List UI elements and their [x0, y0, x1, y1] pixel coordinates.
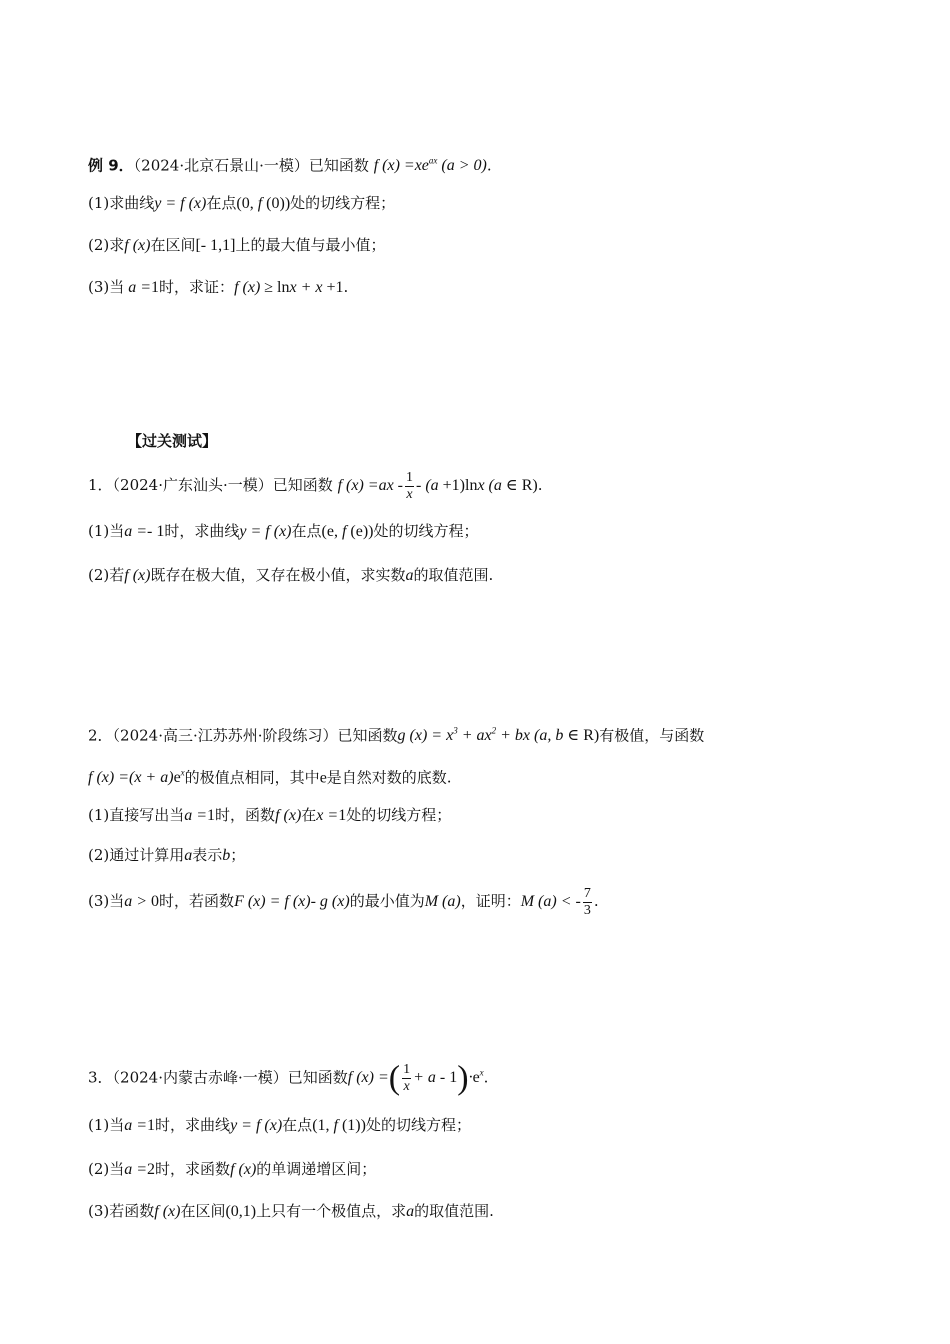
formula: f (x)	[275, 807, 302, 824]
formula: a =1	[184, 807, 216, 824]
text: .	[593, 892, 599, 911]
formula: f $(x) =(x + a)e^x$	[88, 768, 185, 787]
formula: F (x) = f (x)- g (x)	[234, 893, 350, 911]
text: 上只有一个极值点，求	[256, 1202, 407, 1220]
text: 时，函数	[215, 806, 276, 824]
text: 处的切线方程；	[346, 806, 452, 824]
formula: (1, f (1))	[312, 1117, 366, 1134]
text: (3)若函数	[88, 1202, 155, 1220]
problem-source: （2024·广东汕头·一模）	[112, 476, 273, 495]
text: 时，若函数	[159, 892, 235, 911]
text: (2)求	[88, 236, 125, 254]
text: (1)直接写出当	[88, 806, 185, 824]
formula: f (x)	[230, 1161, 257, 1178]
text: (2)当	[88, 1160, 125, 1178]
text: 已知函数	[308, 156, 369, 175]
example9-q3	[88, 276, 348, 299]
text: 上的最大值与最小值；	[235, 236, 386, 254]
text: (3)当	[88, 892, 125, 911]
formula: f (x) =ax - $\frac{1}{x}$ - (a +1)lnx (a ∈ R)	[337, 470, 538, 502]
text: 是自然对数的底数.	[326, 768, 452, 787]
example9-q2	[88, 234, 385, 257]
text: (3)当	[88, 278, 125, 296]
example9-statement: 例 9．（2024·北京石景山·一模）已知函数 f $(x) =xe^{ax}$ (a > 0).	[88, 156, 492, 175]
text: 已知函数	[272, 476, 333, 495]
problem3-statement: 3．（2024·内蒙古赤峰·一模）已知函数f (x) =( $\frac{1}{x}$ + $a - 1)\cdot e^x$.	[88, 1059, 489, 1097]
problem2-statement-cont	[88, 762, 452, 789]
text: (1)当	[88, 1116, 125, 1134]
text: 的取值范围.	[414, 1202, 494, 1220]
problem1-q2	[88, 564, 493, 587]
formula: (0,1)	[225, 1203, 257, 1220]
problem1-statement: 1．（2024·广东汕头·一模）已知函数 f (x) =ax - $\frac{1}{x}$ - (a +1)lnx (a ∈ R).	[88, 470, 543, 502]
formula: e	[319, 769, 327, 787]
text: 在区间	[180, 1202, 226, 1220]
problem-label: 3．	[88, 1068, 113, 1087]
problem3-q3	[88, 1200, 494, 1223]
formula: g $(x) = x^3 + ax^2$ + bx (a, b ∈ R)	[397, 726, 600, 745]
example9-q1	[88, 192, 395, 215]
text: 的单调递增区间；	[256, 1160, 377, 1178]
text: 有极值，与函数	[599, 726, 705, 745]
formula: f (x) =( $\frac{1}{x}$ + $a - 1)\cdot e^x$	[347, 1059, 484, 1097]
text: 已知函数	[337, 726, 398, 745]
text: 处的切线方程；	[365, 1116, 471, 1134]
text: 时，求曲线	[164, 522, 240, 540]
problem2-q2	[88, 844, 245, 867]
text: 处的切线方程；	[373, 522, 479, 540]
text: 时，求函数	[155, 1160, 231, 1178]
formula: f (x)	[124, 237, 151, 254]
formula: a > 0	[124, 893, 160, 911]
problem-label: 2．	[88, 726, 113, 745]
text: .	[343, 278, 349, 296]
formula: [- 1,1]	[195, 237, 236, 254]
formula: M (a)	[424, 893, 461, 911]
text: 在点	[291, 522, 322, 540]
text: 时，求曲线	[155, 1116, 231, 1134]
problem-label: 1．	[88, 476, 113, 495]
formula: f (x)	[154, 1203, 181, 1220]
text: ；	[230, 846, 246, 864]
formula: b	[222, 847, 231, 864]
text: 时，求证：	[159, 278, 235, 296]
text: (2)通过计算用	[88, 846, 185, 864]
text: 的极值点相同，其中	[184, 768, 320, 787]
problem2-statement	[88, 720, 704, 747]
formula: y = f (x)	[239, 523, 292, 540]
text: (1)当	[88, 522, 125, 540]
section-title: 【过关测试】	[127, 432, 218, 450]
text: 表示	[192, 846, 223, 864]
text: 的取值范围.	[413, 566, 494, 584]
formula: (0, f (0))	[236, 195, 291, 212]
formula: a	[405, 567, 414, 584]
text: 在点	[282, 1116, 313, 1134]
formula: a =2	[124, 1161, 156, 1178]
text: 在点	[206, 194, 237, 212]
formula: a	[184, 847, 193, 864]
text: (2)若	[88, 566, 125, 584]
formula: y = f (x)	[154, 195, 207, 212]
formula: M (a) < - $\frac{7}{3}$	[520, 886, 591, 918]
problem-source: （2024·高三·江苏苏州·阶段练习）	[112, 726, 338, 745]
text: 在	[301, 806, 317, 824]
text: 已知函数	[287, 1068, 348, 1087]
formula: f $(x) =xe^{ax}$ (a > 0)	[373, 156, 487, 175]
text: 处的切线方程；	[290, 194, 396, 212]
formula: a =1	[124, 279, 160, 296]
text: 既存在极大值，又存在极小值，求实数	[150, 566, 406, 584]
problem-source: （2024·内蒙古赤峰·一模）	[112, 1068, 288, 1087]
formula: a =1	[124, 1117, 156, 1134]
example-source: （2024·北京石景山·一模）	[133, 156, 309, 175]
formula: f (x)	[124, 567, 151, 584]
problem2-q3	[88, 886, 599, 919]
formula: f (x) ≥ lnx + x +1	[234, 279, 344, 296]
formula: (e, f (e))	[321, 523, 374, 540]
text: 在区间	[150, 236, 196, 254]
problem3-q2	[88, 1158, 376, 1181]
text: 的最小值为	[349, 892, 425, 911]
text: ，证明：	[460, 892, 521, 911]
problem1-q1	[88, 520, 479, 543]
formula: a =- 1	[124, 523, 165, 540]
formula: a	[406, 1203, 415, 1220]
formula: x =1	[316, 807, 347, 824]
problem2-q1	[88, 804, 451, 827]
example-label: 例 9．	[88, 156, 134, 175]
text: (1)求曲线	[88, 194, 155, 212]
problem3-q1	[88, 1114, 471, 1137]
formula: y = f (x)	[230, 1117, 283, 1134]
